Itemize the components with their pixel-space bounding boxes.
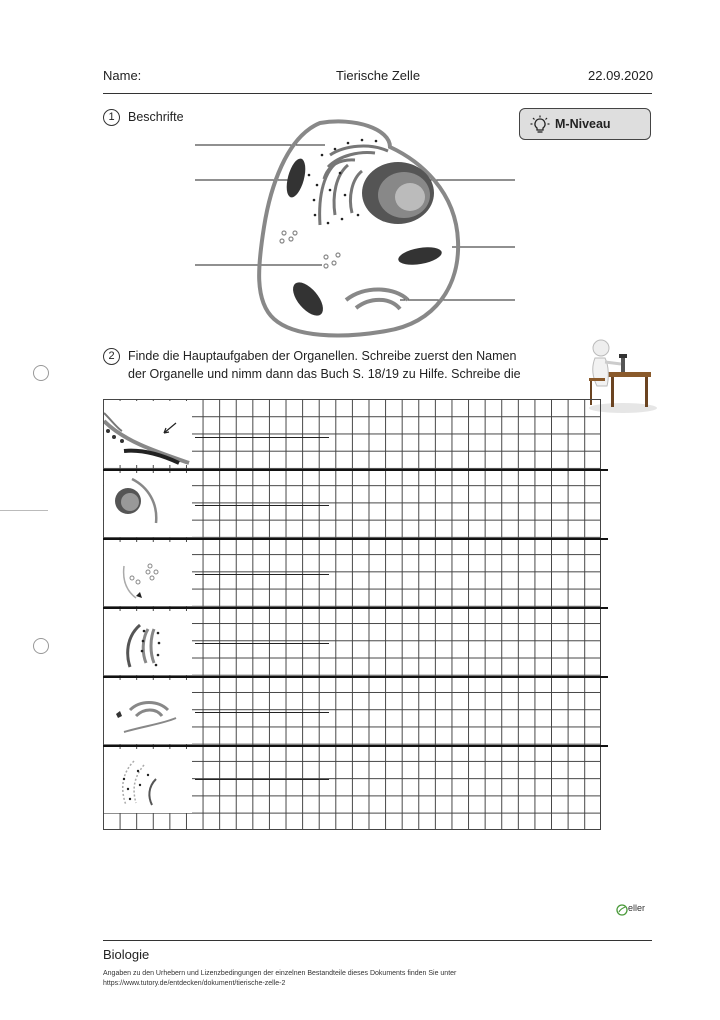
row-separator (103, 676, 608, 678)
answer-line[interactable] (195, 505, 329, 506)
animal-cell-diagram (190, 115, 520, 345)
answer-line[interactable] (195, 574, 329, 575)
punch-hole-bottom (33, 638, 49, 654)
name-label: Name: (103, 68, 142, 83)
footer-rule (103, 940, 652, 941)
answer-line[interactable] (195, 437, 329, 438)
ribosomes-thumbnail (104, 542, 192, 606)
golgi-apparatus-thumbnail (104, 680, 192, 744)
level-badge (519, 108, 651, 140)
row-separator (103, 538, 608, 540)
fold-mark (0, 510, 48, 511)
author-logo (616, 902, 652, 918)
logo-text: eller (628, 903, 646, 913)
answer-line[interactable] (195, 779, 329, 780)
row-separator (103, 607, 608, 609)
task-2-line-2: der Organelle und nimm dann das Buch S. 18/19 zu Hilfe. Schreibe die (128, 367, 521, 381)
task-2-number: 2 (103, 348, 120, 365)
page-title: Tierische Zelle (336, 68, 421, 83)
endoplasmic-reticulum-thumbnail (104, 611, 192, 675)
row-separator (103, 745, 608, 747)
footer-subject: Biologie (103, 947, 150, 962)
header-rule (103, 93, 652, 94)
punch-hole-top (33, 365, 49, 381)
leaf-logo-icon (616, 904, 628, 916)
cell-membrane-thumbnail (104, 401, 192, 465)
nucleus-thumbnail (104, 473, 192, 537)
lightbulb-icon (530, 115, 550, 135)
vesicles-thumbnail (104, 749, 192, 813)
answer-line[interactable] (195, 643, 329, 644)
date-text: 22.09.2020 (588, 68, 654, 83)
task-1-number: 1 (103, 109, 120, 126)
badge-label: M-Niveau (555, 117, 611, 131)
row-separator (103, 469, 608, 471)
task-1-text: Beschrifte (128, 110, 184, 124)
task-2-line-1: Finde die Hauptaufgaben der Organellen. Schreibe zuerst den Namen (128, 349, 517, 363)
footer-url[interactable]: https://www.tutory.de/entdecken/dokument/tierische-zelle-2 (103, 980, 286, 987)
answer-line[interactable] (195, 712, 329, 713)
footer-attribution: Angaben zu den Urhebern und Lizenzbedingungen der einzelnen Bestandteile dieses Dokuments finden Sie unter (103, 970, 457, 977)
